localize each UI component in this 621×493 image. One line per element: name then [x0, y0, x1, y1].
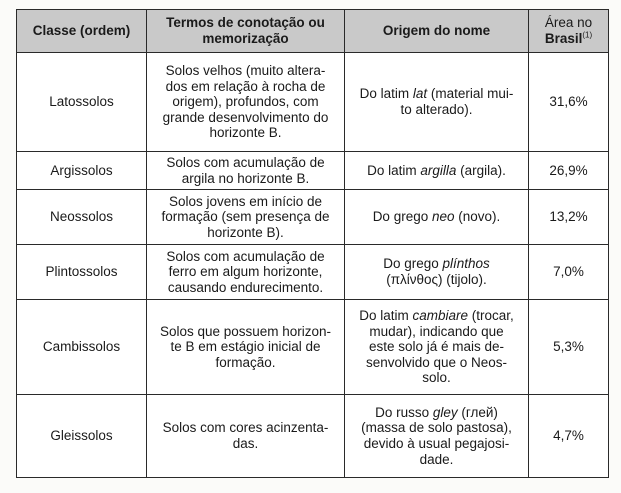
cell-termos: Solos com acumulação de argila no horizonte B.	[147, 152, 345, 190]
cell-origem	[345, 53, 529, 152]
table-row	[17, 245, 609, 300]
cell-origem	[345, 152, 529, 190]
cell-termos: Solos que possuem horizon- te B em estágio inicial de formação.	[147, 300, 345, 395]
header-termos: Termos de conotação ou memorização	[147, 10, 345, 53]
cell-area: 4,7%	[529, 395, 609, 478]
origem-term: plínthos	[442, 256, 490, 272]
cell-termos: Solos com cores acinzenta- das.	[147, 395, 345, 478]
origem-text: Do latim	[367, 162, 421, 178]
origem-text: Do latim	[359, 86, 413, 102]
origem-text: Do grego	[383, 256, 443, 272]
cell-termos: Solos jovens em início de formação (sem presença de horizonte B).	[147, 190, 345, 245]
cell-origem	[345, 395, 529, 478]
table-row	[17, 190, 609, 245]
header-origem: Origem do nome	[345, 10, 529, 53]
header-area-line1: Área no	[544, 15, 593, 31]
cell-termos: Solos velhos (muito altera- dos em relação à rocha de origem), profundos, com grande desenvolvimento do horizonte B.	[147, 53, 345, 152]
cell-area: 13,2%	[529, 190, 609, 245]
origem-term: argilla	[420, 162, 457, 178]
cell-area: 26,9%	[529, 152, 609, 190]
origem-text: (material mui- to alterado).	[400, 86, 514, 117]
table-header	[17, 10, 609, 53]
origem-text: (argila).	[456, 162, 506, 178]
table-row	[17, 53, 609, 152]
soil-classes-table	[16, 9, 609, 478]
origem-text: (novo).	[454, 209, 501, 225]
header-classe: Classe (ordem)	[17, 10, 147, 53]
origem-text: Do latim	[359, 308, 413, 324]
cell-origem	[345, 190, 529, 245]
table-row	[17, 395, 609, 478]
cell-classe: Gleissolos	[17, 395, 147, 478]
origem-text: (πλίνθος) (tijolo).	[386, 272, 487, 287]
cell-termos: Solos com acumulação de ferro em algum horizonte, causando endurecimento.	[147, 245, 345, 300]
header-area-footnote: (1)	[582, 30, 593, 40]
cell-classe: Cambissolos	[17, 300, 147, 395]
cell-area: 7,0%	[529, 245, 609, 300]
table-row	[17, 300, 609, 395]
origem-term: gley	[432, 404, 458, 420]
origem-term: cambiare	[412, 308, 469, 324]
origem-term: lat	[412, 86, 428, 102]
cell-classe: Latossolos	[17, 53, 147, 152]
origem-text: Do russo	[375, 404, 433, 420]
cell-origem	[345, 300, 529, 395]
header-area-line2: Brasil	[544, 31, 583, 46]
cell-classe: Argissolos	[17, 152, 147, 190]
cell-area: 5,3%	[529, 300, 609, 395]
cell-area: 31,6%	[529, 53, 609, 152]
origem-text: (trocar, mudar), indicando que este solo já é mais de- senvolvido que o Neos- solo.	[365, 308, 514, 386]
header-area	[529, 10, 609, 53]
origem-text: (глей) (massa de solo pastosa), devido à usual pegajosi- dade.	[361, 404, 512, 467]
origem-term: neo	[431, 209, 455, 225]
cell-classe: Plintossolos	[17, 245, 147, 300]
cell-origem	[345, 245, 529, 300]
origem-text: Do grego	[372, 209, 432, 225]
cell-classe: Neossolos	[17, 190, 147, 245]
table-row	[17, 152, 609, 190]
